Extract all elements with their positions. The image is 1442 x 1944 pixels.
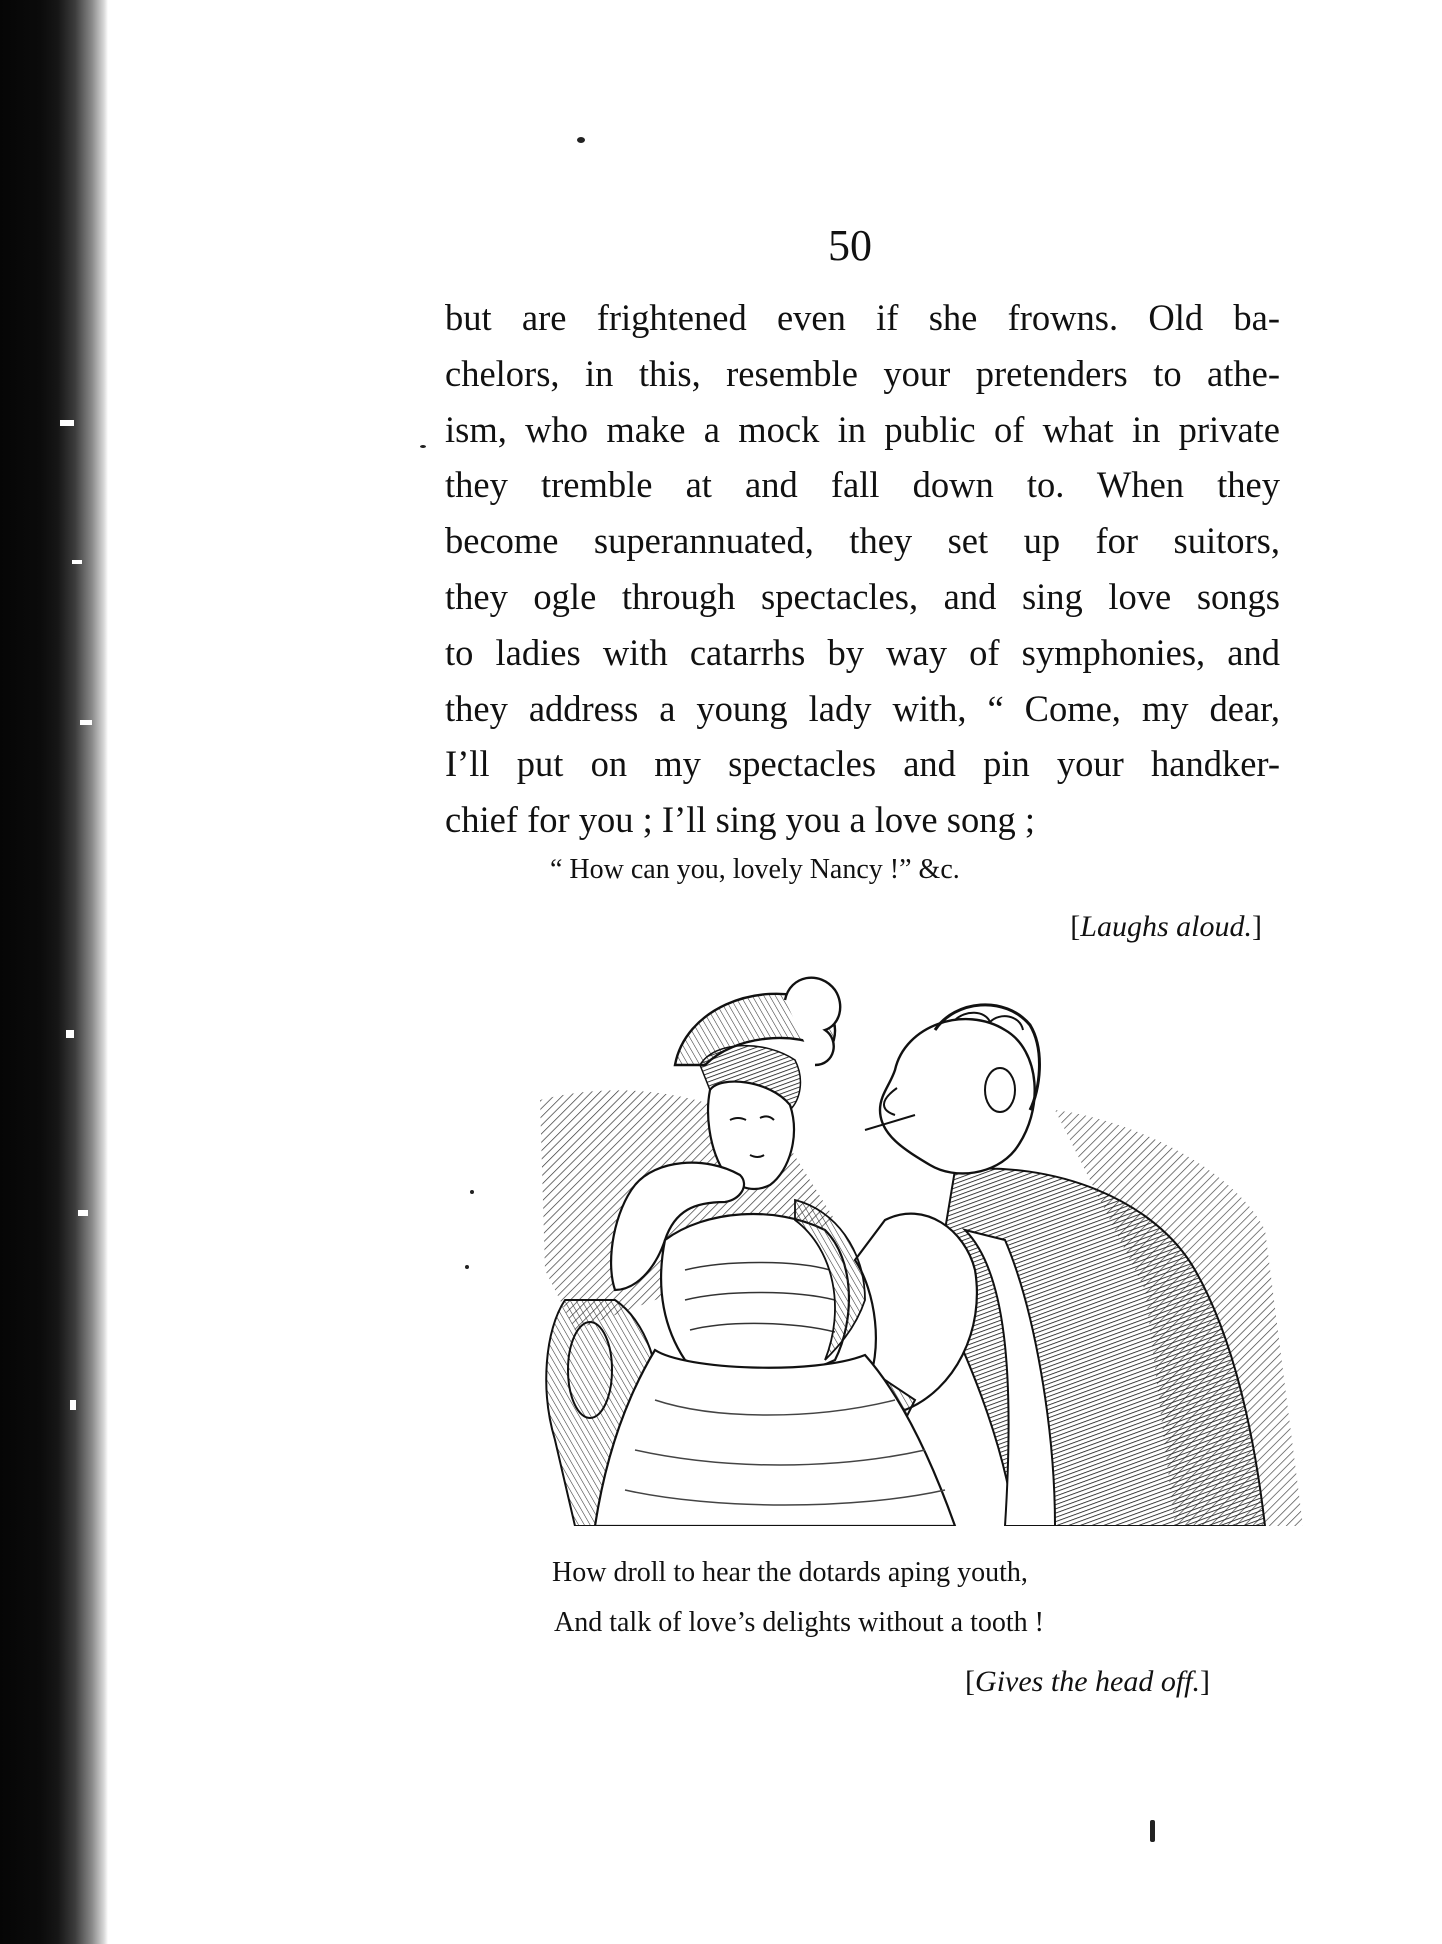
caption-line: How droll to hear the dotards aping youth, (552, 1557, 1028, 1588)
ink-speck (577, 137, 585, 143)
ink-speck (470, 1190, 474, 1194)
ink-speck (1150, 1820, 1155, 1842)
caption-line: And talk of love’s delights without a tooth ! (554, 1607, 1044, 1638)
text-line: I’ll put on my spectacles and pin your handker- (445, 743, 1280, 785)
stage-direction: [Laughs aloud.] (1070, 910, 1262, 943)
text-line: ism, who make a mock in public of what in private (445, 408, 1280, 450)
stage-direction-text: Laughs aloud. (1080, 910, 1252, 943)
man-head (880, 1019, 1035, 1173)
illustration-caption (552, 1548, 1172, 1648)
stage-direction-text: Gives the head off. (975, 1665, 1200, 1698)
stage-direction: [Gives the head off.] (965, 1665, 1210, 1698)
body-paragraph (445, 290, 1280, 848)
text-line: but are frightened even if she frowns. Old ba- (445, 297, 1280, 338)
book-binding-edge (0, 0, 108, 1944)
text-line: to ladies with catarrhs by way of symphonies, and (445, 631, 1280, 673)
text-line: chief for you ; I’ll sing you a love song ; (445, 799, 1035, 841)
ink-speck (420, 445, 426, 448)
text-line: they tremble at and fall down to. When they (445, 464, 1280, 506)
text-line: become superannuated, they set up for suitors, (445, 520, 1280, 562)
ink-speck (465, 1265, 469, 1269)
page-number: 50 (828, 221, 872, 270)
text-line: they ogle through spectacles, and sing love songs (445, 575, 1280, 617)
text-line: chelors, in this, resemble your pretenders to athe- (445, 352, 1280, 394)
engraving-illustration (535, 970, 1303, 1526)
verse-quote: “ How can you, lovely Nancy !” &c. (550, 854, 960, 885)
text-line: they address a young lady with, “ Come, my dear, (445, 687, 1280, 729)
